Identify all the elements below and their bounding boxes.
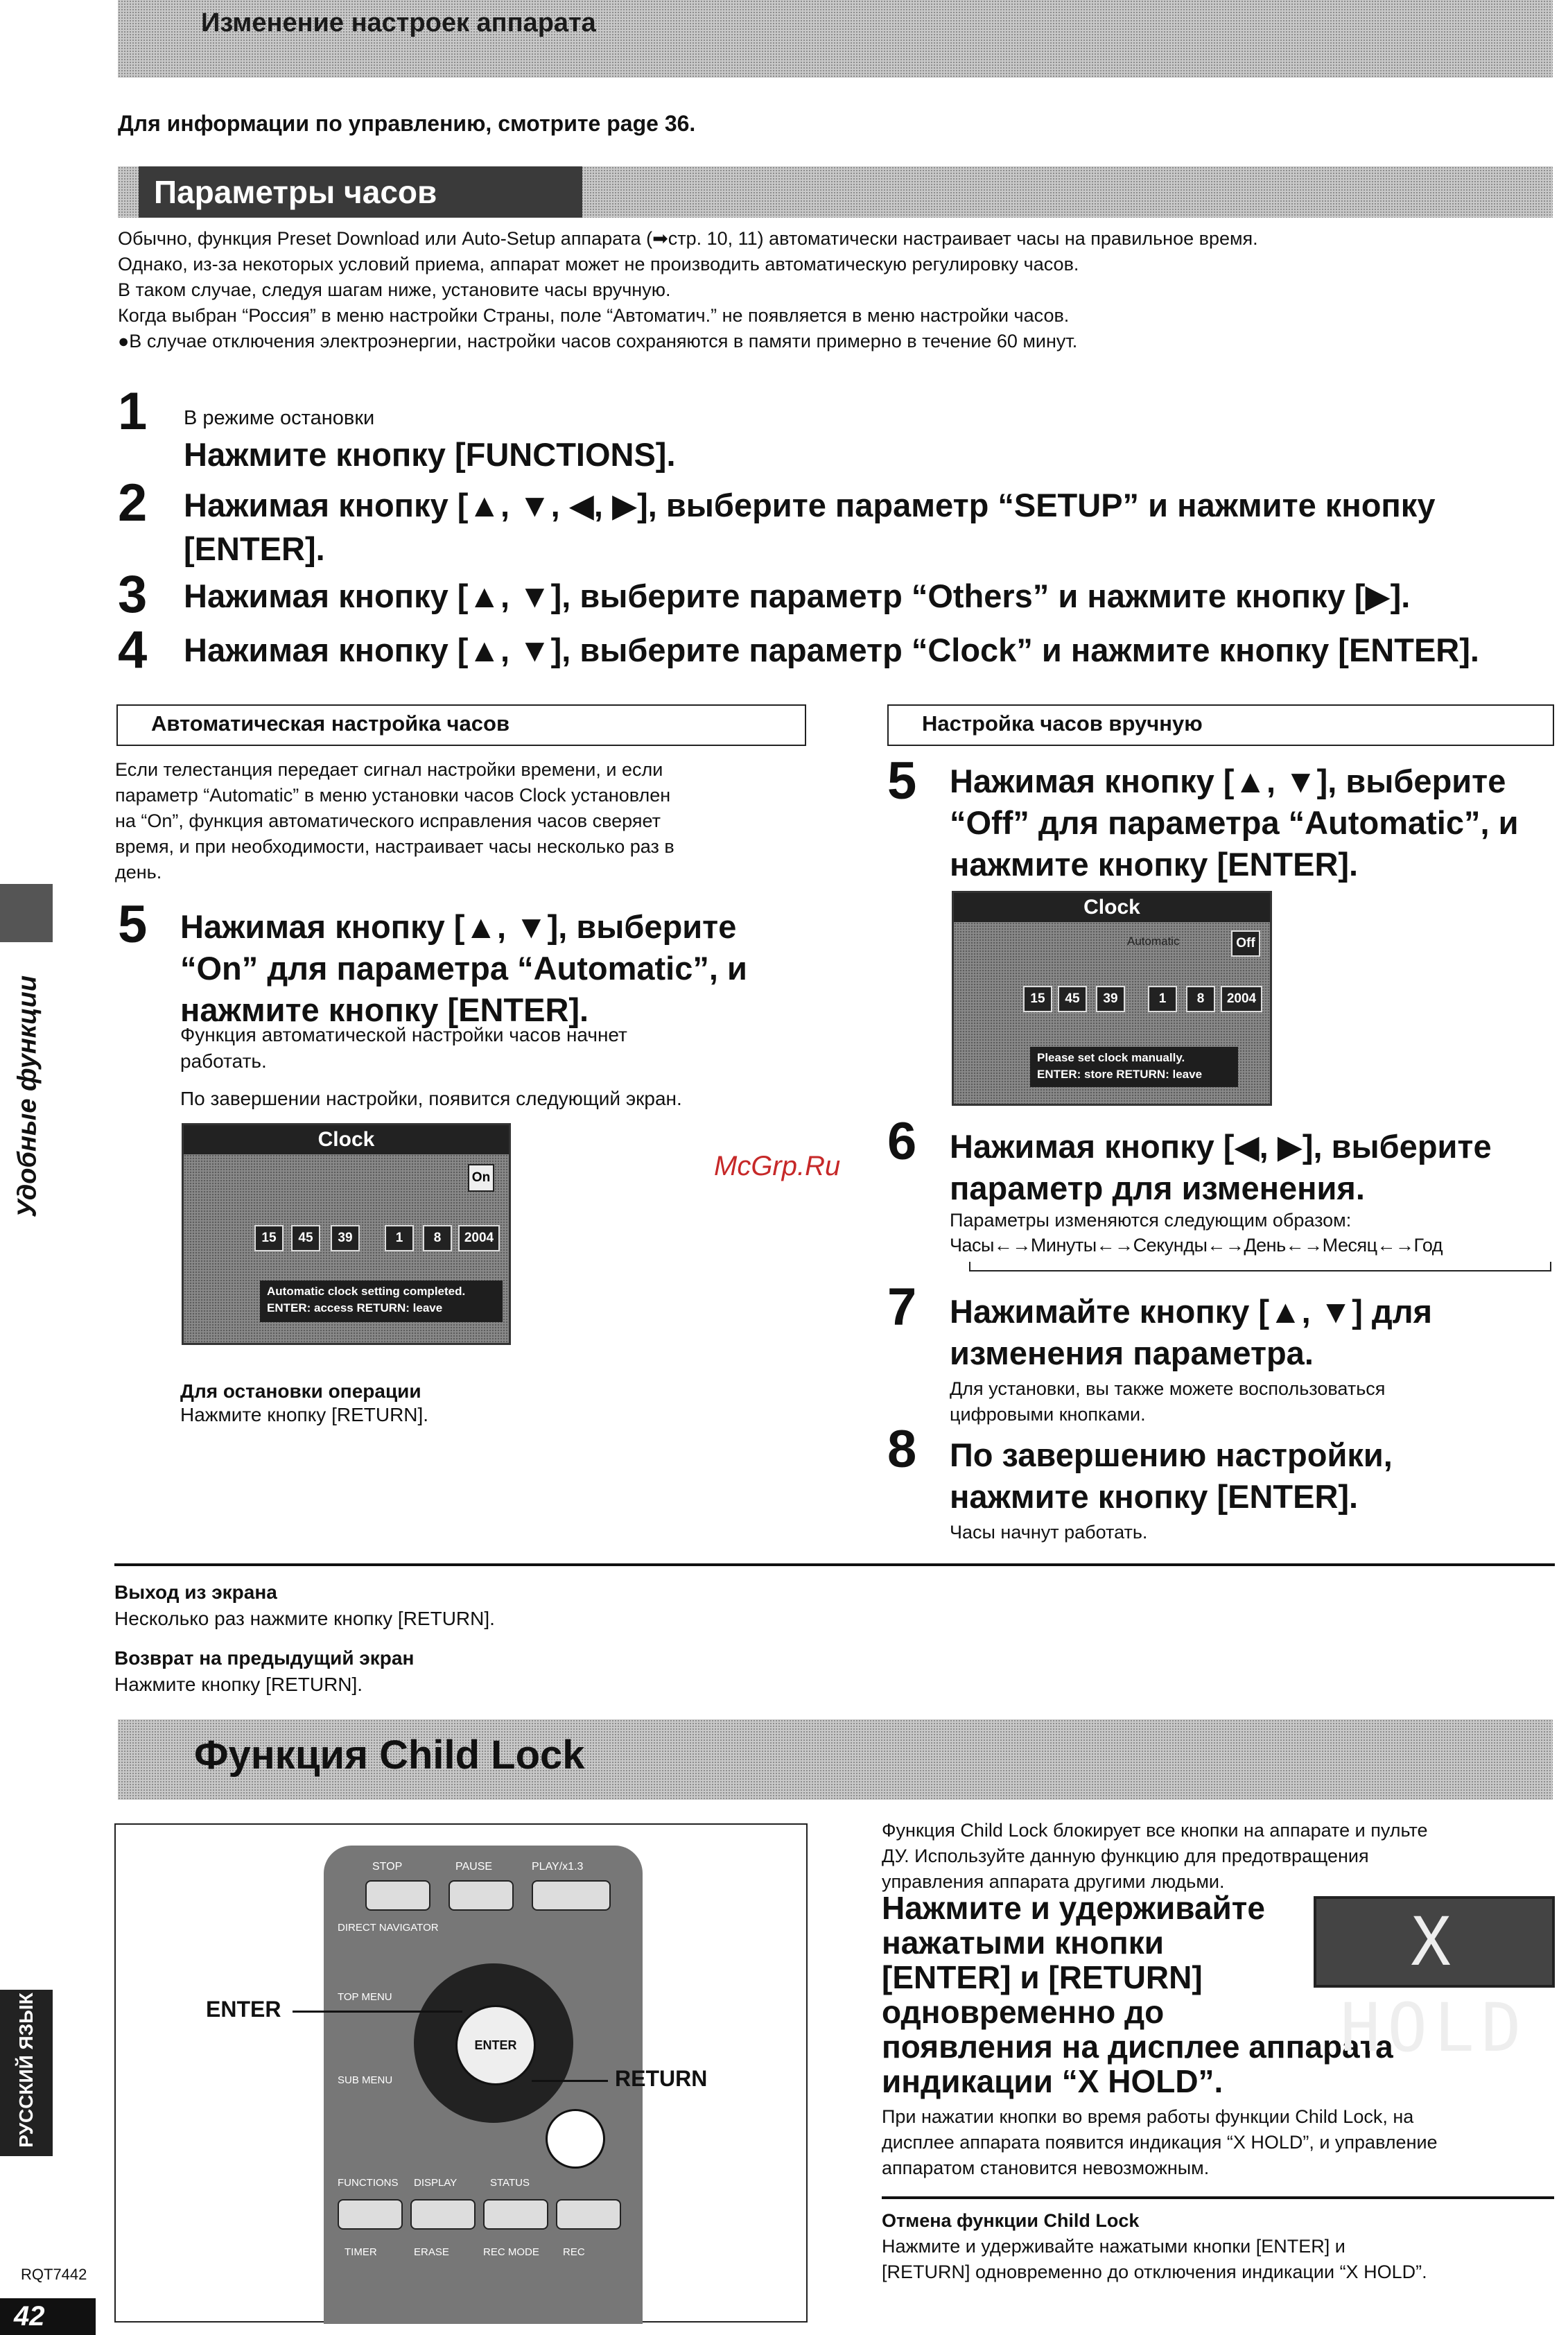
step7-note bbox=[950, 1376, 1385, 1427]
clock-field: 39 bbox=[331, 1225, 360, 1251]
auto-step5-text bbox=[180, 905, 747, 1032]
note-line: При нажатии кнопки во время работы функции Child Lock, на bbox=[882, 2106, 1414, 2127]
clock-field: 45 bbox=[291, 1225, 320, 1251]
btn-label: PLAY/x1.3 bbox=[532, 1861, 584, 1873]
note-line: По завершении настройки, появится следующий экран. bbox=[180, 1088, 682, 1109]
clock-field: 2004 bbox=[1221, 986, 1262, 1012]
desc-line: ДУ. Используйте данную функцию для предотвращения bbox=[882, 1846, 1369, 1866]
childlock-note bbox=[882, 2104, 1553, 2181]
btn-label: FUNCTIONS bbox=[338, 2177, 399, 2189]
cancel-line: Нажмите и удерживайте нажатыми кнопки [ENTER] и bbox=[882, 2236, 1345, 2257]
step-number: 7 bbox=[887, 1278, 917, 1337]
screen-message-line: ENTER: store RETURN: leave bbox=[1037, 1068, 1203, 1081]
step8-note: Часы начнут работать. bbox=[950, 1522, 1148, 1543]
btn-label: STATUS bbox=[490, 2177, 530, 2189]
step-line: Нажимая кнопку [◀, ▶], выберите bbox=[950, 1128, 1492, 1165]
note-line: Для установки, вы также можете воспользоваться bbox=[950, 1378, 1386, 1399]
step-text: Нажмите кнопку [FUNCTIONS]. bbox=[184, 436, 676, 473]
desc-line: Функция Child Lock блокирует все кнопки на аппарате и пульте bbox=[882, 1820, 1428, 1841]
enter-label: ENTER bbox=[206, 1997, 281, 2022]
auto-desc-line: параметр “Automatic” в меню установки часов Clock установлен bbox=[115, 785, 671, 806]
btn-label: DISPLAY bbox=[414, 2177, 458, 2189]
clock-field: 2004 bbox=[458, 1225, 500, 1251]
note-line: аппаратом становится невозможным. bbox=[882, 2158, 1210, 2178]
childlock-title: Функция Child Lock bbox=[194, 1733, 585, 1778]
step-number: 1 bbox=[118, 382, 148, 441]
info-line: Для информации по управлению, смотрите page 36. bbox=[118, 111, 696, 136]
step-text: Нажимая кнопку [▲, ▼], выберите параметр “Others” и нажмите кнопку [▶]. bbox=[184, 578, 1411, 614]
screen-message bbox=[1030, 1047, 1238, 1087]
automatic-value: On bbox=[468, 1164, 494, 1192]
instruction-line: появления на дисплее аппарата bbox=[882, 2029, 1393, 2065]
manual-heading-box bbox=[887, 704, 1554, 746]
cancel-title: Отмена функции Child Lock bbox=[882, 2210, 1140, 2231]
cycle-arrow bbox=[969, 1262, 1551, 1271]
side-section-label: Удобные функции bbox=[12, 975, 42, 1218]
cancel-text bbox=[882, 2234, 1427, 2285]
enter-leader-line bbox=[293, 2011, 462, 2013]
manual-step5-text bbox=[950, 759, 1518, 887]
btn-label: SUB MENU bbox=[338, 2074, 393, 2086]
step-text: Нажимая кнопку [▲, ▼, ◀, ▶], выберите параметр “SETUP” и нажмите кнопку bbox=[184, 487, 1436, 523]
auto-desc-line: день. bbox=[115, 862, 162, 883]
step-line: Нажимая кнопку [▲, ▼], выберите bbox=[950, 763, 1506, 799]
side-tab bbox=[0, 884, 53, 942]
watermark: McGrp.Ru bbox=[714, 1151, 841, 1181]
back-title: Возврат на предыдущий экран bbox=[114, 1647, 415, 1669]
section-header-title: Изменение настроек аппарата bbox=[201, 8, 596, 37]
screen-message bbox=[260, 1281, 503, 1322]
clock-field: 39 bbox=[1096, 986, 1125, 1012]
intro-line: ●В случае отключения электроэнергии, настройки часов сохраняются в памяти примерно в течение 60 минут. bbox=[118, 331, 1078, 351]
note-line: Функция автоматической настройки часов начнет bbox=[180, 1024, 627, 1045]
back-text: Нажмите кнопку [RETURN]. bbox=[114, 1674, 363, 1695]
return-label: RETURN bbox=[615, 2066, 708, 2091]
clock-section-bar bbox=[118, 166, 1553, 218]
stop-text: Нажмите кнопку [RETURN]. bbox=[180, 1404, 429, 1425]
step-line: По завершению настройки, bbox=[950, 1436, 1393, 1473]
intro-line: Однако, из-за некоторых условий приема, аппарат может не производить автоматическую регулировку часов. bbox=[118, 254, 1079, 275]
play-button bbox=[532, 1880, 611, 1911]
step-number: 4 bbox=[118, 620, 148, 679]
stop-button bbox=[365, 1880, 430, 1911]
intro-line: В таком случае, следуя шагам ниже, установите часы вручную. bbox=[118, 279, 671, 300]
clock-section-title: Параметры часов bbox=[154, 174, 437, 210]
step-line: Нажимая кнопку [▲, ▼], выберите bbox=[180, 908, 737, 945]
screen-message-line: ENTER: access RETURN: leave bbox=[267, 1301, 443, 1314]
screen-title: Clock bbox=[184, 1125, 509, 1154]
return-leader-line bbox=[532, 2080, 608, 2082]
step-number: 5 bbox=[118, 895, 148, 954]
step-line: изменения параметра. bbox=[950, 1335, 1314, 1371]
clock-field: 1 bbox=[1148, 986, 1177, 1012]
step6-sequence: Часы←→Минуты←→Секунды←→День←→Месяц←→Год bbox=[950, 1235, 1443, 1256]
remote-control bbox=[324, 1846, 643, 2324]
divider bbox=[114, 1563, 1555, 1566]
page-number: 42 bbox=[0, 2298, 96, 2335]
screen-message-line: Please set clock manually. bbox=[1037, 1051, 1185, 1064]
note-line: дисплее аппарата появится индикация “X HOLD”, и управление bbox=[882, 2132, 1438, 2153]
clock-intro bbox=[118, 226, 1546, 354]
clock-field: 8 bbox=[423, 1225, 452, 1251]
step-number: 2 bbox=[118, 474, 148, 532]
screen-message-line: Automatic clock setting completed. bbox=[267, 1285, 466, 1298]
note-line: работать. bbox=[180, 1050, 267, 1072]
screen-title: Clock bbox=[954, 893, 1270, 922]
step-text: [ENTER]. bbox=[184, 530, 325, 567]
clock-field: 1 bbox=[385, 1225, 414, 1251]
auto-desc-line: на “On”, функция автоматического исправления часов сверяет bbox=[115, 810, 661, 831]
auto-desc-line: Если телестанция передает сигнал настройки времени, и если bbox=[115, 759, 663, 780]
enter-button: ENTER bbox=[455, 2005, 536, 2085]
divider bbox=[882, 2196, 1554, 2199]
step-number: 6 bbox=[887, 1112, 917, 1171]
remote-illustration bbox=[114, 1823, 808, 2323]
auto-desc-line: время, и при необходимости, настраивает часы несколько раз в bbox=[115, 836, 674, 857]
auto-note1 bbox=[180, 1022, 682, 1112]
return-button bbox=[546, 2109, 605, 2169]
btn-label: REC bbox=[563, 2246, 585, 2258]
btn-label: ERASE bbox=[414, 2246, 449, 2258]
step-line: “On” для параметра “Automatic”, и bbox=[180, 950, 747, 987]
step-number: 5 bbox=[887, 752, 917, 810]
step-line: параметр для изменения. bbox=[950, 1170, 1365, 1206]
manual-clock-screen bbox=[952, 891, 1272, 1106]
step-number: 3 bbox=[118, 565, 148, 624]
step-line: нажмите кнопку [ENTER]. bbox=[950, 1478, 1359, 1515]
btn-label: TIMER bbox=[345, 2246, 377, 2258]
exit-text: Несколько раз нажмите кнопку [RETURN]. bbox=[114, 1608, 495, 1629]
language-label: РУССКИЙ ЯЗЫК bbox=[15, 1993, 37, 2148]
intro-line: Когда выбран “Россия” в меню настройки Страны, поле “Автоматич.” не появляется в меню настройки часов. bbox=[118, 305, 1070, 326]
step-subtitle: В режиме остановки bbox=[184, 407, 375, 429]
clock-field: 15 bbox=[254, 1225, 284, 1251]
step-number: 8 bbox=[887, 1420, 917, 1479]
clock-field: 15 bbox=[1023, 986, 1052, 1012]
auto-clock-screen bbox=[182, 1123, 511, 1345]
automatic-label: Automatic bbox=[1127, 935, 1180, 948]
manual-step6-text bbox=[950, 1125, 1492, 1210]
manual-heading: Настройка часов вручную bbox=[922, 711, 1203, 736]
note-line: цифровыми кнопками. bbox=[950, 1404, 1146, 1425]
instruction-line: Нажмите и удерживайте bbox=[882, 1890, 1265, 1926]
manual-step8-text bbox=[950, 1433, 1393, 1519]
childlock-bar bbox=[118, 1719, 1553, 1800]
instruction-line: [ENTER] и [RETURN] bbox=[882, 1959, 1203, 1995]
manual-step7-text bbox=[950, 1290, 1432, 1375]
childlock-desc bbox=[882, 1818, 1551, 1895]
auto-heading-box bbox=[116, 704, 806, 746]
instruction-line: одновременно до bbox=[882, 1994, 1165, 2030]
instruction-line: нажатыми кнопки bbox=[882, 1925, 1165, 1961]
desc-line: управления аппарата другими людьми. bbox=[882, 1871, 1225, 1892]
section-header bbox=[118, 0, 1553, 78]
btn-label: REC MODE bbox=[483, 2246, 539, 2258]
step6-note: Параметры изменяются следующим образом: bbox=[950, 1210, 1352, 1231]
clock-field: 8 bbox=[1186, 986, 1215, 1012]
step-line: нажмите кнопку [ENTER]. bbox=[950, 846, 1359, 883]
btn-label: TOP MENU bbox=[338, 1991, 392, 2003]
clock-field: 45 bbox=[1058, 986, 1087, 1012]
btn-label: PAUSE bbox=[455, 1861, 493, 1873]
step-line: Нажимайте кнопку [▲, ▼] для bbox=[950, 1293, 1433, 1330]
model-code: RQT7442 bbox=[21, 2266, 87, 2283]
instruction-line: индикации “X HOLD”. bbox=[882, 2063, 1223, 2099]
btn-label: DIRECT NAVIGATOR bbox=[338, 1922, 439, 1934]
auto-heading: Автоматическая настройка часов bbox=[151, 711, 510, 736]
step-line: нажмите кнопку [ENTER]. bbox=[180, 991, 589, 1028]
step-line: “Off” для параметра “Automatic”, и bbox=[950, 804, 1519, 841]
step-text: Нажимая кнопку [▲, ▼], выберите параметр “Clock” и нажмите кнопку [ENTER]. bbox=[184, 632, 1479, 668]
language-tab bbox=[0, 1990, 53, 2156]
automatic-value: Off bbox=[1231, 930, 1260, 957]
auto-desc bbox=[115, 757, 808, 885]
stop-title: Для остановки операции bbox=[180, 1380, 421, 1402]
exit-title: Выход из экрана bbox=[114, 1581, 277, 1603]
btn-label: STOP bbox=[372, 1861, 403, 1873]
intro-line: Обычно, функция Preset Download или Auto-Setup аппарата (➡стр. 10, 11) автоматически настраивает часы на правильное время. bbox=[118, 228, 1258, 249]
pause-button bbox=[448, 1880, 514, 1911]
hold-display: X HOLD bbox=[1314, 1896, 1555, 1988]
cancel-line: [RETURN] одновременно до отключения индикации “X HOLD”. bbox=[882, 2262, 1427, 2282]
